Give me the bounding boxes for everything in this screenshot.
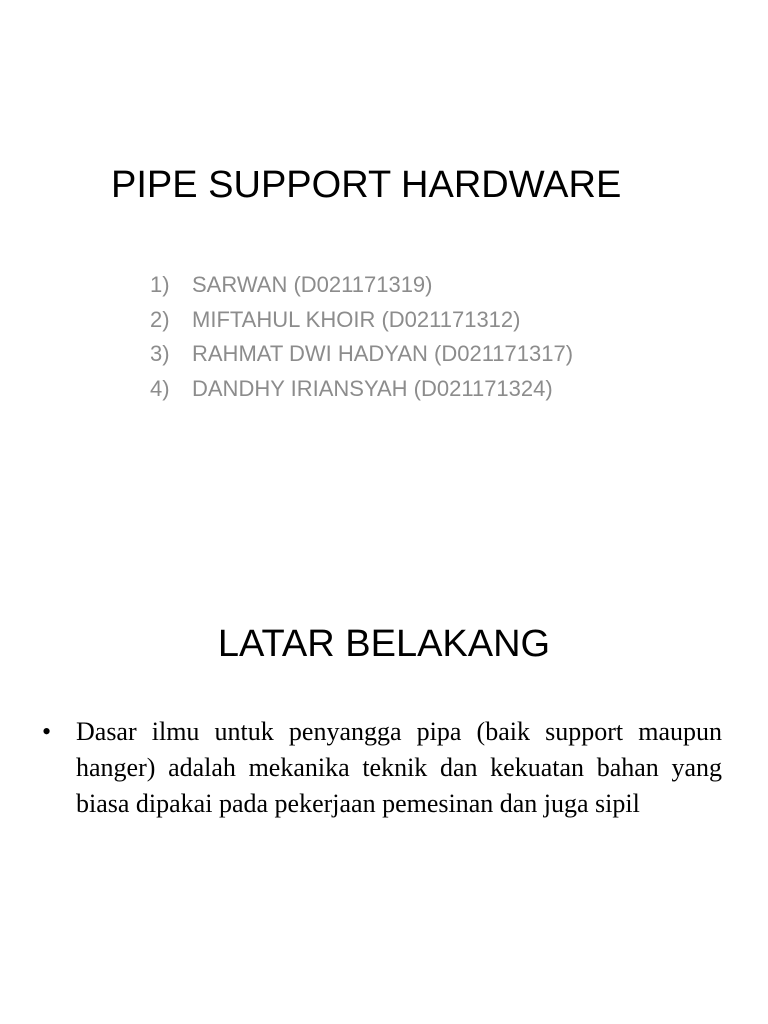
bullet-text: Dasar ilmu untuk penyangga pipa (baik support maupun hanger) adalah mekanika teknik dan kekuatan bahan yang biasa dipakai pada pekerjaan pemesinan dan juga sipil: [76, 717, 722, 818]
author-name: SARWAN (D021171319): [192, 272, 433, 297]
author-number: 4): [150, 375, 170, 401]
author-number: 3): [150, 341, 170, 366]
slide-background: [0, 512, 768, 1024]
author-name: MIFTAHUL KHOIR (D021171312): [192, 306, 521, 332]
author-item: [150, 337, 573, 372]
author-number: 2): [150, 306, 170, 332]
author-list: [150, 268, 573, 406]
bullet-icon: •: [42, 717, 52, 746]
bullet-item: [42, 714, 722, 822]
author-name: DANDHY IRIANSYAH (D021171324): [192, 375, 553, 401]
author-number: 1): [150, 272, 170, 297]
section-title: LATAR BELAKANG: [217, 623, 551, 665]
author-item: [150, 372, 573, 407]
author-item: [150, 303, 573, 338]
slide-title: PIPE SUPPORT HARDWARE: [111, 164, 622, 206]
author-item: [150, 268, 573, 303]
bullet-list: [42, 714, 722, 822]
author-name: RAHMAT DWI HADYAN (D021171317): [192, 341, 574, 366]
